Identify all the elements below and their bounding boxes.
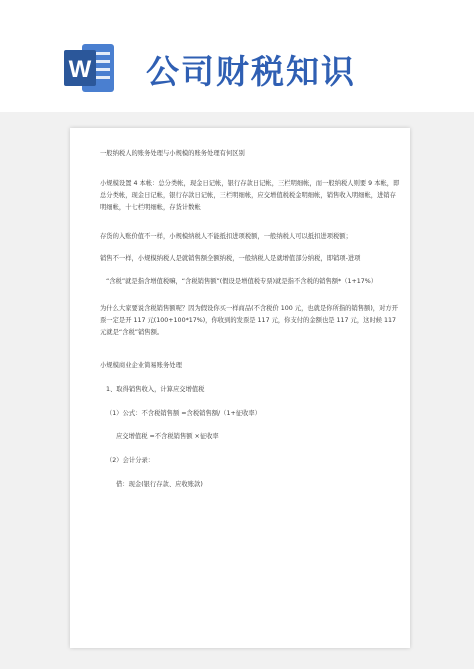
doc-paragraph: 销售不一样，小规模纳税人是就销售额全额纳税，一般纳税人是就增值部分纳税，即销项-进项: [100, 255, 361, 262]
doc-paragraph: 为什么大家要说含税销售额呢？因为假设你买一样商品(不含税价 100 元，也就是你所指的销售额)，对方开票一定是开 117 元(100+100*17%)，你收到的发票是 117 元，你支付的金额也是 117 元，这时候 117 元就是“含税”销售额。: [100, 305, 398, 336]
doc-paragraph: 1、取得销售收入，计算应交增值税: [106, 386, 205, 393]
doc-paragraph: （1）公式：不含税销售额 =含税销售额/（1+征收率）: [106, 410, 261, 417]
doc-paragraph: （2）会计分录：: [106, 457, 155, 464]
doc-heading: 一般纳税人的账务处理与小规模的账务处理有何区别: [100, 150, 245, 157]
doc-paragraph: “含税”就是指含增值税嘛，“含税销售额”(假设是增值税专票)就是指不含税的销售额*（1+17%）: [106, 278, 378, 285]
doc-paragraph: 小规模商业企业简易账务处理: [100, 362, 182, 369]
document-page: [70, 128, 410, 648]
svg-text:W: W: [68, 56, 92, 83]
word-icon: [64, 40, 116, 96]
doc-paragraph: 小规模设置 4 本帐：总分类帐，现金日记帐，银行存款日记帐，三栏明细帐，而一般纳税人则要 9 本帐，即总分类帐，现金日记帐，银行存款日记帐，三栏明细帐，应交增值税税金明细帐，销售收入明细帐，进销存明细帐，十七栏明细帐，存货计数帐: [100, 180, 400, 211]
doc-paragraph: 应交增值税 =不含税销售额 ×征收率: [116, 433, 219, 440]
doc-paragraph: 借：现金(银行存款、应收账款): [116, 481, 203, 488]
doc-paragraph: 存货的入账价值不一样，小规模纳税人不能抵扣进项税额，一般纳税人可以抵扣进项税额；: [100, 233, 352, 240]
page-title: 公司财税知识: [146, 52, 356, 91]
header: [0, 0, 474, 112]
